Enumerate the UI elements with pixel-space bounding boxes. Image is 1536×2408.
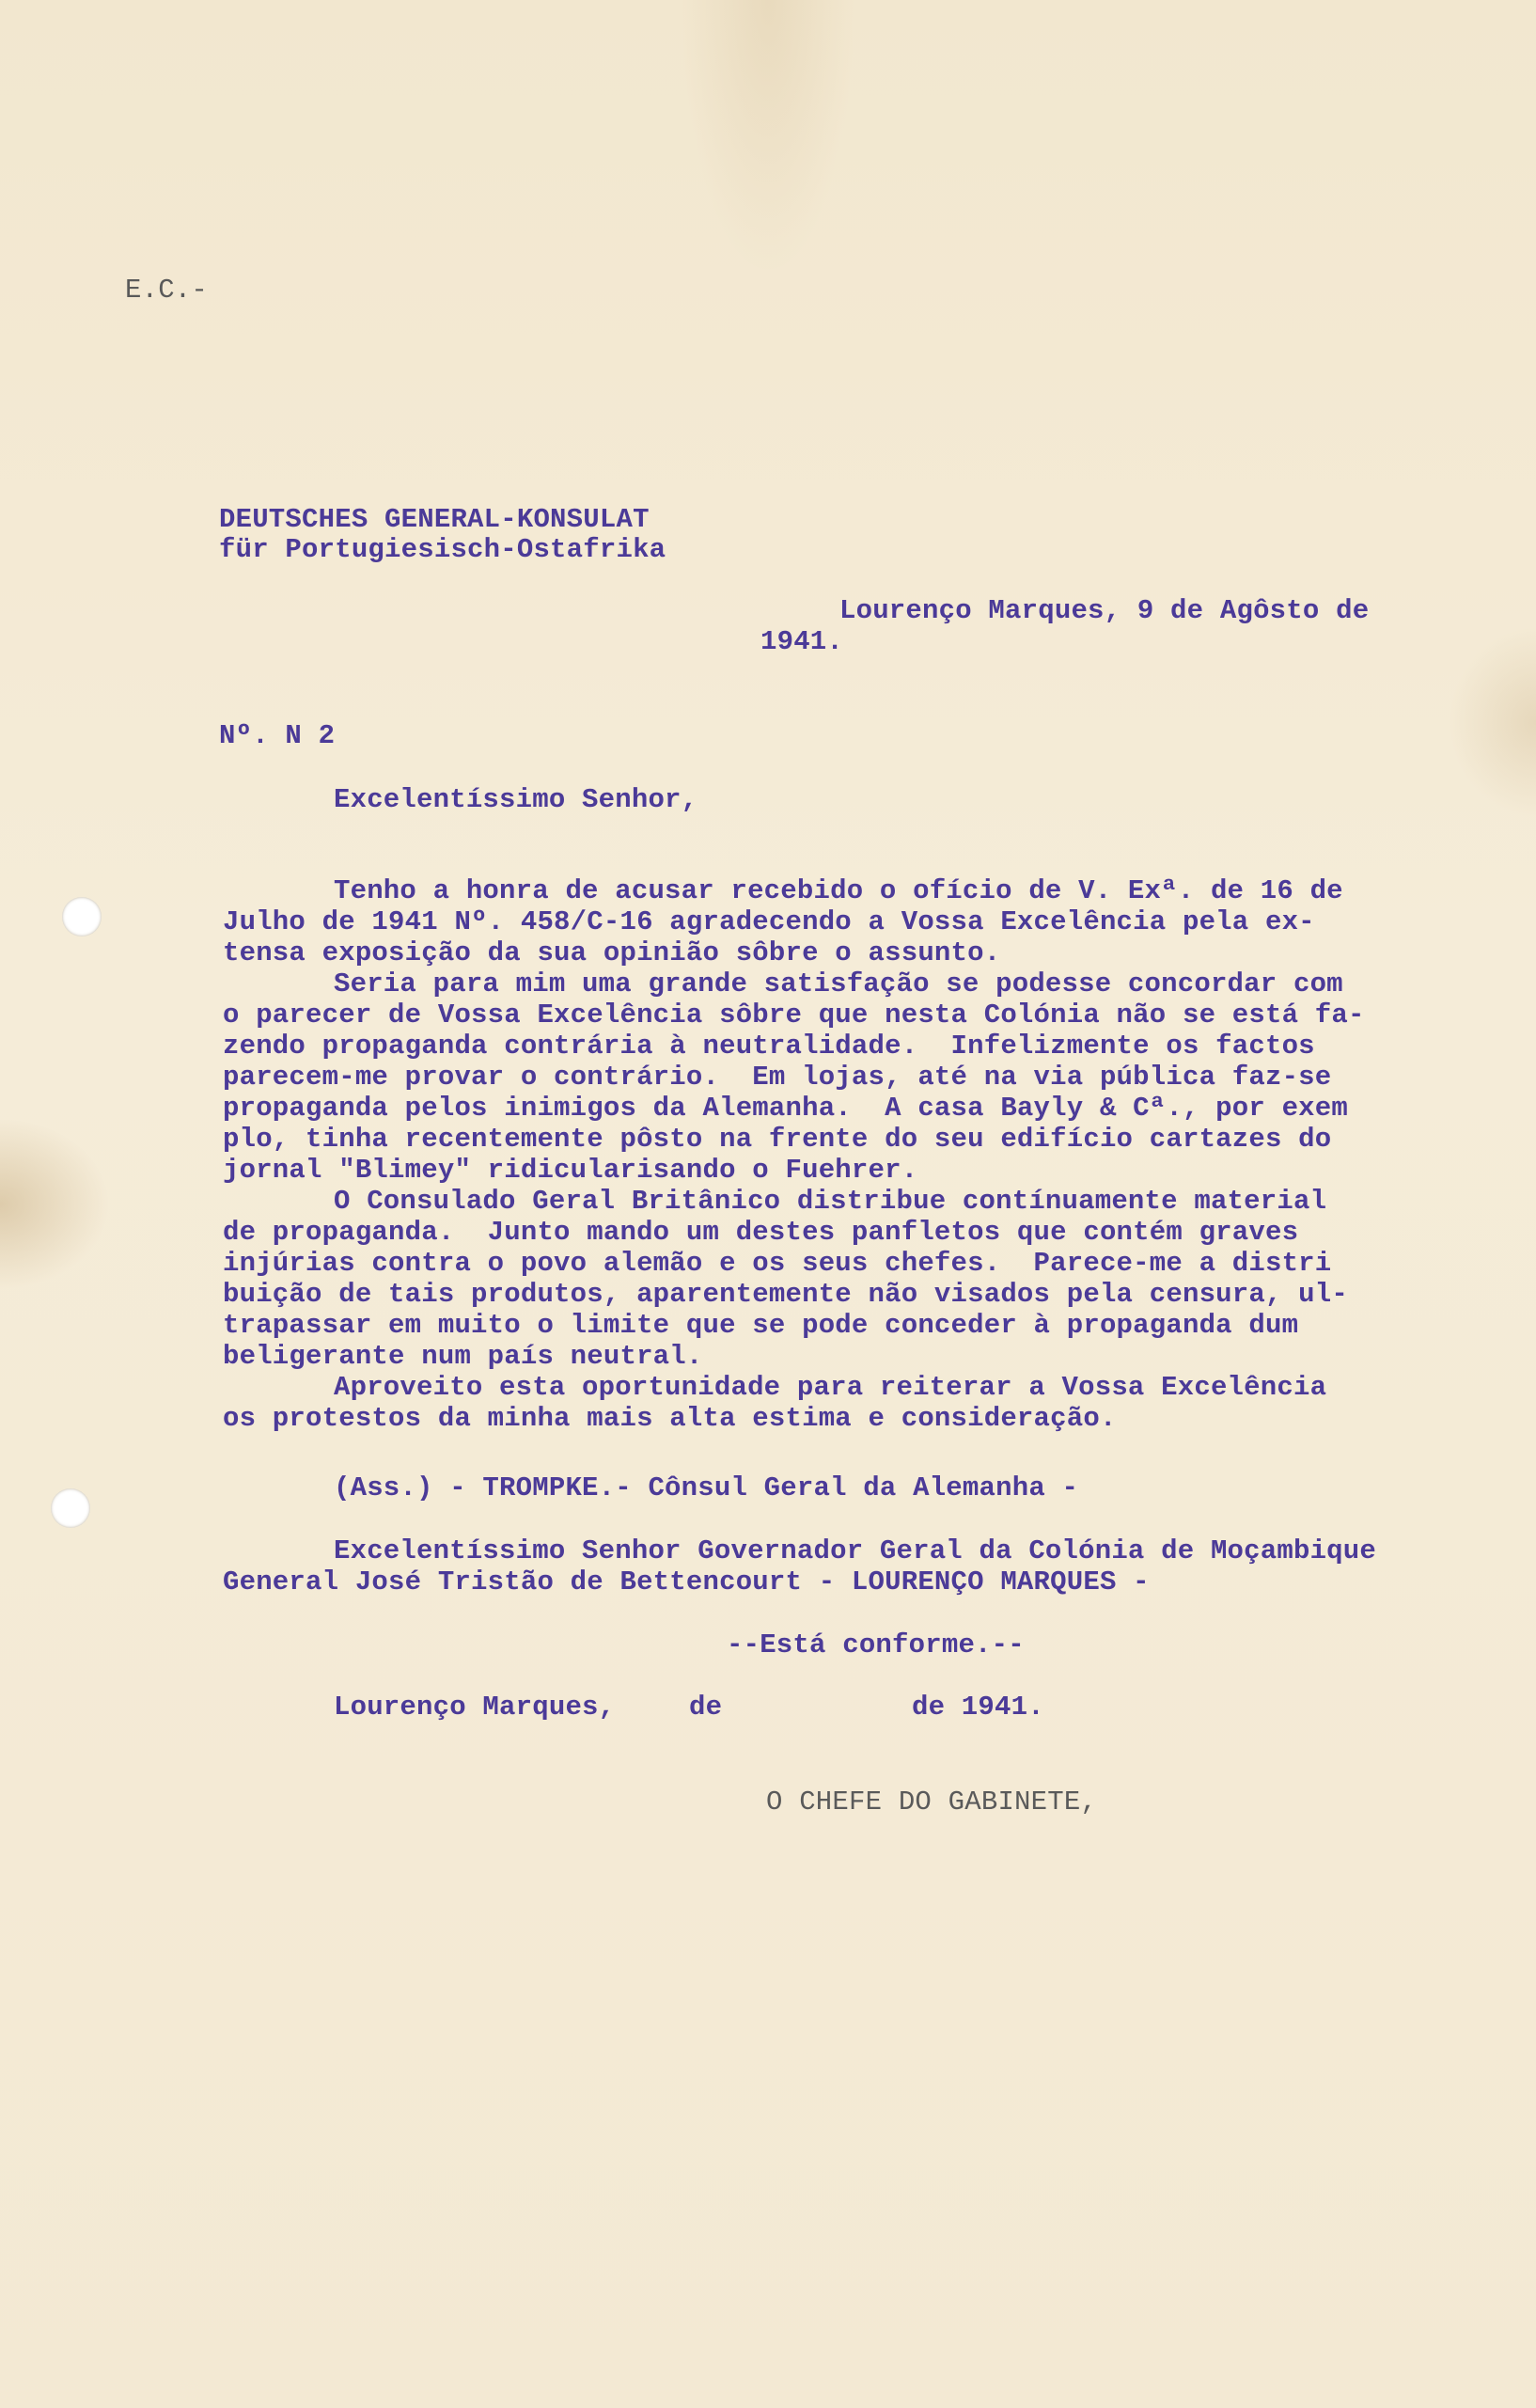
addressee-name: General José Tristão de Bettencourt - LOURENÇO MARQUES - (223, 1566, 1150, 1597)
salutation: Excelentíssimo Senhor, (334, 784, 698, 815)
body-line: trapassar em muito o limite que se pode conceder à propaganda dum (223, 1310, 1299, 1341)
closing-year: de 1941. (912, 1692, 1044, 1723)
body-line: buição de tais produtos, aparentemente não visados pela censura, ul- (223, 1279, 1348, 1310)
reference-mark: E.C.- (125, 275, 209, 306)
body-line: de propaganda. Junto mando um destes panfletos que contém graves (223, 1217, 1299, 1248)
sender-region: für Portugiesisch-Ostafrika (219, 534, 666, 565)
punch-hole-top (62, 897, 102, 936)
body-line: o parecer de Vossa Excelência sôbre que nesta Colónia não se está fa- (223, 999, 1365, 1031)
punch-hole-bottom (51, 1488, 90, 1528)
body-line: jornal "Blimey" ridicularisando o Fuehrer. (223, 1155, 918, 1186)
body-line: zendo propaganda contrária à neutralidade. Infelizmente os factos (223, 1031, 1315, 1062)
signature-line: (Ass.) - TROMPKE.- Cônsul Geral da Alemanha - (334, 1472, 1079, 1503)
body-line: plo, tinha recentemente pôsto na frente do seu edifício cartazes do (223, 1124, 1332, 1155)
closing-place: Lourenço Marques, (334, 1692, 616, 1723)
body-line: parecem-me provar o contrário. Em lojas, até na via pública faz-se (223, 1062, 1332, 1093)
body-line: beligerante num país neutral. (223, 1341, 703, 1372)
body-line: Seria para mim uma grande satisfação se podesse concordar com (334, 968, 1343, 999)
body-line: propaganda pelos inimigos da Alemanha. A casa Bayly & Cª., por exem (223, 1093, 1348, 1124)
body-line: Tenho a honra de acusar recebido o ofício de V. Exª. de 16 de (334, 875, 1343, 906)
body-line: injúrias contra o povo alemão e os seus chefes. Parece-me a distri (223, 1248, 1332, 1279)
body-line: O Consulado Geral Britânico distribue contínuamente material (334, 1186, 1327, 1217)
body-line: Julho de 1941 Nº. 458/C-16 agradecendo a Vossa Excelência pela ex- (223, 906, 1315, 937)
closing-de: de (689, 1692, 723, 1723)
body-line: Aproveito esta oportunidade para reiterar a Vossa Excelência (334, 1372, 1327, 1403)
body-line: os protestos da minha mais alta estima e consideração. (223, 1403, 1117, 1434)
addressee-title: Excelentíssimo Senhor Governador Geral da Colónia de Moçambique (334, 1535, 1376, 1566)
dateline-place-date: Lourenço Marques, 9 de Agôsto de (839, 595, 1370, 626)
dateline-year: 1941. (760, 626, 844, 657)
sender-name: DEUTSCHES GENERAL-KONSULAT (219, 504, 650, 535)
body-line: tensa exposição da sua opinião sôbre o assunto. (223, 937, 1001, 968)
certification-line: --Está conforme.-- (727, 1629, 1025, 1660)
document-number: Nº. N 2 (219, 720, 336, 751)
chief-of-cabinet: O CHEFE DO GABINETE, (766, 1786, 1098, 1818)
